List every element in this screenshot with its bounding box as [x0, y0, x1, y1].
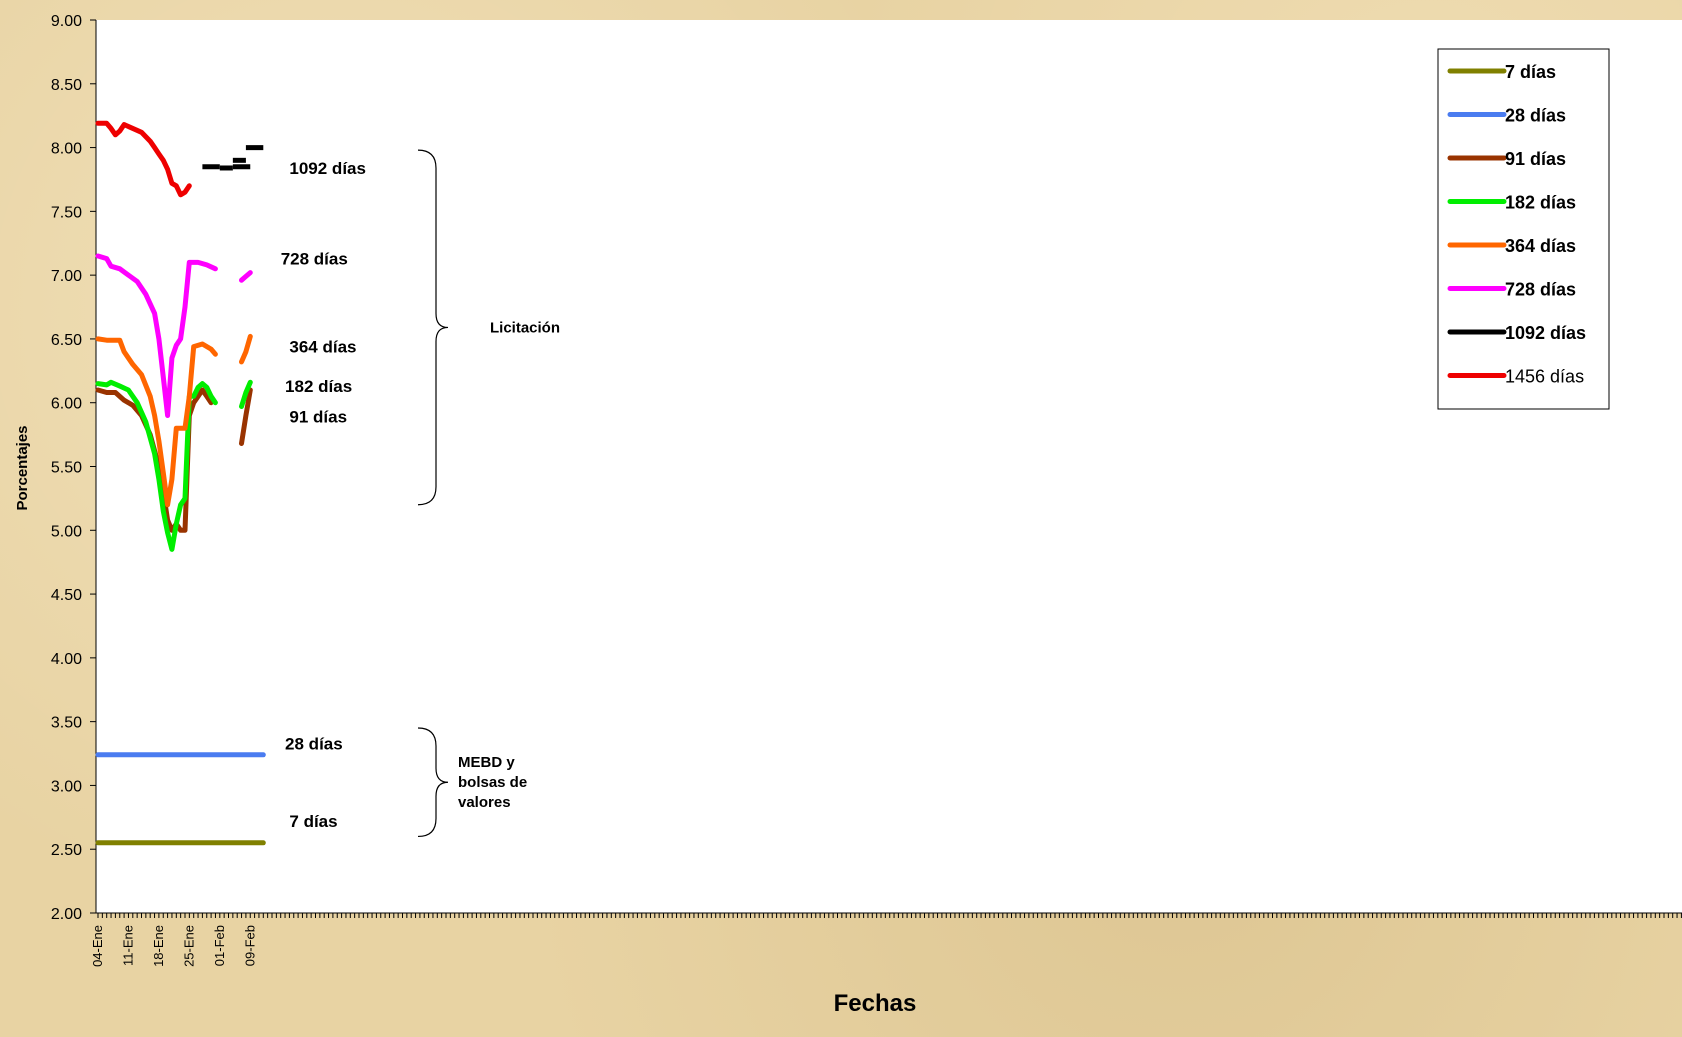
y-tick-label: 8.00	[50, 140, 82, 158]
legend-label: 91 días	[1505, 149, 1567, 169]
y-tick-label: 9.00	[50, 13, 82, 30]
y-tick-label: 8.50	[50, 76, 82, 94]
y-tick-label: 6.50	[50, 331, 82, 349]
y-tick-label: 7.50	[50, 204, 82, 222]
x-tick-label: 04-Ene	[90, 925, 105, 967]
legend-label: 28 días	[1505, 105, 1567, 126]
x-tick-label: 11-Ene	[120, 925, 136, 966]
y-tick-label: 3.50	[50, 714, 82, 732]
y-tick-label: 2.50	[50, 842, 82, 860]
x-tick-label: 01-Feb	[211, 925, 227, 967]
brace-label: valores	[458, 794, 511, 812]
x-tick-label: 18-Ene	[150, 925, 166, 967]
y-tick-label: 3.00	[50, 778, 82, 796]
x-axis-title: Fechas	[833, 990, 917, 1017]
legend-label: 364 días	[1505, 236, 1577, 256]
series-annotation: 1092 días	[289, 158, 366, 178]
y-tick-label: 4.00	[50, 650, 82, 668]
y-tick-label: 7.00	[50, 268, 82, 286]
y-axis-title: Porcentajes	[14, 425, 31, 511]
y-tick-label: 2.00	[50, 906, 82, 923]
series-annotation: 91 días	[289, 407, 348, 427]
brace-label: MEBD y	[458, 754, 515, 772]
y-axis	[51, 13, 96, 923]
legend-box	[1438, 49, 1609, 409]
x-tick-label: 09-Feb	[242, 925, 258, 967]
legend-label: 728 días	[1505, 279, 1577, 300]
brace-label: bolsas de	[458, 774, 528, 792]
series-annotation: 7 días	[289, 812, 338, 832]
y-tick-label: 5.50	[50, 459, 82, 477]
legend-label: 7 días	[1505, 62, 1557, 82]
x-axis	[90, 913, 1682, 967]
series-annotation: 728 días	[280, 249, 348, 269]
legend-label: 182 días	[1505, 192, 1577, 213]
x-tick-label: 25-Ene	[181, 925, 197, 967]
brace-label: Licitación	[490, 319, 561, 337]
y-tick-label: 6.00	[50, 395, 82, 413]
legend-label: 1456 días	[1505, 366, 1585, 387]
series-annotation: 28 días	[285, 734, 343, 754]
series-annotation: 364 días	[289, 337, 357, 357]
y-tick-label: 4.50	[50, 587, 82, 605]
series-annotation: 182 días	[285, 377, 353, 397]
legend-label: 1092 días	[1505, 323, 1587, 343]
y-tick-label: 5.00	[50, 523, 82, 541]
legend	[1438, 49, 1609, 409]
